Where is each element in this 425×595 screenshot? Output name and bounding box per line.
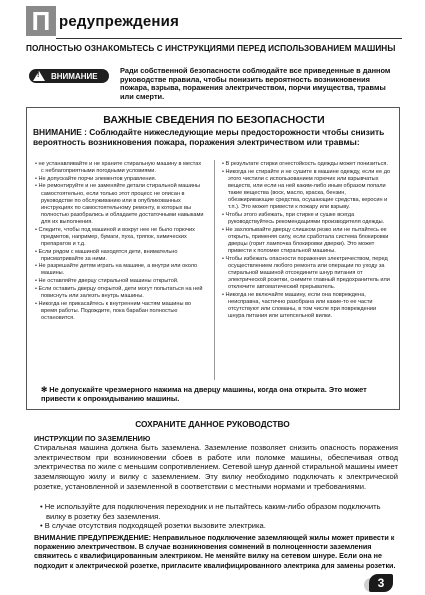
safety-item: • Если оставить дверцу открытой, дети могут попытаться на ней повиснуть или залезть внутрь машины. bbox=[35, 285, 203, 299]
grounding-body: Стиральная машина должна быть заземлена. Заземление позволяет снизить опасность поражения электричеством при возникновении сбоев в работе или поломке машины, обеспечивая отвод электричества по жиле с меньшим сопротивлением. Сетевой шнур данной стиральной машины имеет заземляющую жилу и вилку с заземлением. Эту вилку необходимо подключать к электрической розетке, установленной и заземленной в соответствии с местными нормами и требованиями. bbox=[34, 443, 398, 491]
safety-item: • Не захлопывайте дверцу слишком резко или не пытайтесь ее открыть, применяя силу, если сработала система блокировки дверцы (горит лампочка блокировки дверки). Это может привести к поломке стиральной машины. bbox=[222, 226, 389, 254]
grounding-heading: ИНСТРУКЦИИ ПО ЗАЗЕМЛЕНИЮ bbox=[34, 434, 151, 443]
door-pressure-note: ✻ Не допускайте чрезмерного нажима на дверцу машины, когда она открыта. Это может привести к опрокидыванию машины. bbox=[41, 385, 367, 403]
warning-badge-label: ВНИМАНИЕ bbox=[51, 71, 98, 81]
safety-item: • Не разрешайте детям играть на машине, а внутри или около машины. bbox=[35, 263, 198, 277]
safety-item: • Никогда не прикасайтесь к внутренним частям машины во время работы. Подождите, пока барабан полностью остановится. bbox=[35, 300, 192, 321]
safety-item: • Если рядом с машиной находятся дети, внимательно присматривайте за ними. bbox=[35, 248, 178, 262]
safety-item: • Не оставляйте дверцу стиральной машины открытой. bbox=[35, 278, 179, 285]
safety-box-intro: ВНИМАНИЕ : Соблюдайте нижеследующие меры предосторожности чтобы снизить вероятность возникновения пожара, поражения электричеством или травмы: bbox=[33, 127, 385, 147]
grounding-warning: ВНИМАНИЕ ПРЕДУПРЕЖДЕНИЕ: Неправильное подключение заземляющей жилы может привести к поражению электричеством. В случае возникновения сомнений в полноценности заземления свяжитесь с квалифицированным электриком. Не меняйте вилку на сетевом шнуре. Если она не подходит к электрической розетке, пригласите квалифицированного электрика для замены розетки. bbox=[34, 533, 396, 570]
keep-manual-heading: СОХРАНИТЕ ДАННОЕ РУКОВОДСТВО bbox=[135, 419, 290, 429]
warning-text: Ради собственной безопасности соблюдайте все приведенные в данном руководстве правила, чтобы понизить вероятность возникновения пожара, взрыва, поражения электричеством, порчи имущества, травмы или смерти. bbox=[120, 66, 391, 101]
safety-item: • Чтобы избежать опасности поражения электричеством, перед осуществлением любого ремонта или операции по уходу за стиральной машиной отсоедините шнур питания от электрической розетки, снимите главный предохранитель или отключите автоматический прерыватель. bbox=[222, 255, 390, 290]
read-instructions-subheading: ПОЛНОСТЬЮ ОЗНАКОМЬТЕСЬ С ИНСТРУКЦИЯМИ ПЕРЕД ИСПОЛЬЗОВАНИЕМ МАШИНЫ bbox=[26, 44, 396, 53]
header-rule bbox=[56, 38, 402, 39]
safety-item: • Никогда не включайте машину, если она повреждена, неисправна, частично разобрана или какие-то ее части отсутствуют или сломаны, в том числе при повреждении шнура питания или штепсельной вилки. bbox=[222, 291, 377, 319]
safety-right-column bbox=[222, 161, 392, 321]
header-initial-letter: П bbox=[26, 6, 56, 36]
warning-badge bbox=[29, 69, 109, 83]
safety-box-title: ВАЖНЫЕ СВЕДЕНИЯ ПО БЕЗОПАСНОСТИ bbox=[103, 114, 325, 126]
warning-triangle-mark: ! bbox=[37, 72, 40, 79]
safety-item: • Чтобы этого избежать, при стирке и сушке всегда руководствуйтесь рекомендациями производителя одежды. bbox=[222, 211, 385, 225]
safety-item: • В результате стирки огнестойкость одежды может понизиться. bbox=[222, 161, 388, 167]
header-title: редупреждения bbox=[59, 13, 180, 30]
warning-triangle-icon bbox=[33, 71, 45, 81]
safety-item: • Никогда не стирайте и не сушите в машине одежду, если ее до этого чистили с использованием горючих или взрывчатых веществ, или если на ней каким-либо иным образом попали такие вещества (воск, масло, краска, бензин, обезжиривающие средства, осушающие средства, керосин и т.п.). Это может привести к пожару или взрыву. bbox=[222, 168, 391, 211]
safety-item: • не устанавливайте и не храните стиральную машину в местах с неблагоприятными погодными условиями. bbox=[35, 161, 202, 175]
section-header bbox=[26, 6, 398, 36]
page-number: 3 bbox=[369, 574, 393, 592]
grounding-bullets bbox=[40, 502, 398, 531]
grounding-bullet: • В случае отсутствия подходящей розетки вызовите электрика. bbox=[40, 521, 266, 531]
safety-item: • Не ремонтируйте и не заменяйте детали стиральной машины самостоятельно, если только этот процесс не описан в руководстве по обслуживанию или в опубликованных инструкциях по самостоятельному ремонту, в которых вы полностью разобрались и обладаете достаточными навыками для их выполнения. bbox=[35, 183, 204, 225]
safety-left-column bbox=[35, 161, 205, 322]
safety-item: • Следите, чтобы под машиной и вокруг нее не было горючих предметов, например, бумаги, пуха, тряпок, химических препаратов и т.д. bbox=[35, 226, 195, 247]
safety-item: • Не допускайте порчи элементов управления. bbox=[35, 175, 157, 182]
column-divider bbox=[214, 160, 215, 380]
safety-info-box bbox=[26, 107, 400, 410]
grounding-bullet: • Не используйте для подключения переходник и не пытайтесь каким-либо образом подключить вилку в розетку без заземления. bbox=[40, 502, 381, 521]
